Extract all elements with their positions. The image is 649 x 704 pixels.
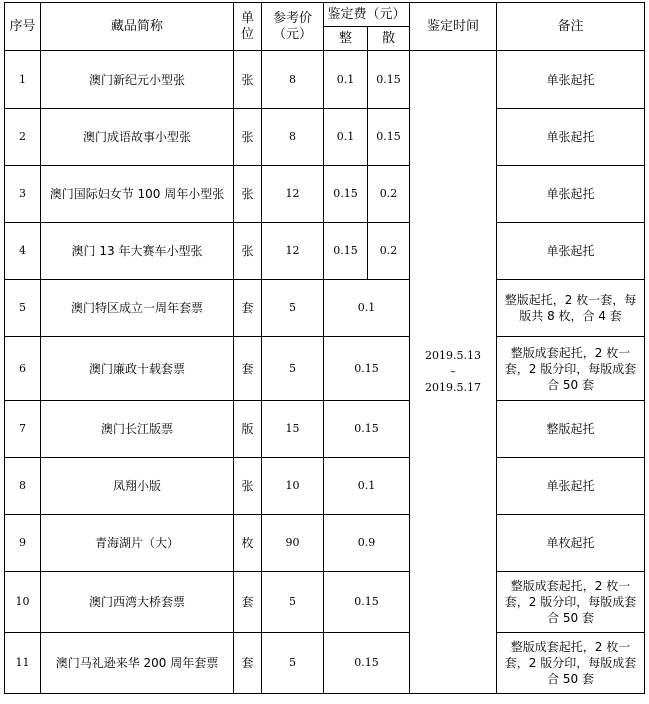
appraisal-time-end: 2019.5.17 [425, 381, 481, 394]
row-note: 整版成套起托，2 枚一套，2 版分印，每版成套合 50 套 [497, 572, 645, 633]
row-fee-whole: 0.15 [324, 223, 368, 280]
header-note: 备注 [497, 3, 645, 51]
row-note: 单张起托 [497, 458, 645, 515]
table-row [5, 51, 645, 109]
row-seq: 2 [5, 109, 41, 166]
row-unit: 张 [234, 51, 262, 109]
row-seq: 3 [5, 166, 41, 223]
row-fee: 0.15 [324, 572, 410, 633]
row-note: 整版成套起托，2 枚一套，2 版分印，每版成套合 50 套 [497, 337, 645, 401]
row-fee-whole: 0.15 [324, 166, 368, 223]
row-fee-loose: 0.2 [368, 166, 410, 223]
row-seq: 6 [5, 337, 41, 401]
appraisal-time [410, 51, 497, 694]
row-note: 单张起托 [497, 109, 645, 166]
header-fee-loose: 散 [368, 27, 410, 51]
row-fee: 0.15 [324, 337, 410, 401]
row-note: 整版起托 [497, 401, 645, 458]
row-unit: 套 [234, 633, 262, 694]
row-name: 青海湖片（大） [41, 515, 234, 572]
row-name: 澳门马礼逊来华 200 周年套票 [41, 633, 234, 694]
row-note: 单张起托 [497, 166, 645, 223]
row-price: 5 [262, 633, 324, 694]
table-row [5, 223, 645, 280]
row-fee: 0.1 [324, 458, 410, 515]
row-unit: 枚 [234, 515, 262, 572]
row-name: 凤翔小版 [41, 458, 234, 515]
row-unit: 套 [234, 280, 262, 337]
header-seq: 序号 [5, 3, 41, 51]
table-row [5, 515, 645, 572]
header-fee: 鉴定费（元） [324, 3, 410, 27]
appraisal-table [4, 2, 645, 694]
row-price: 8 [262, 51, 324, 109]
row-name: 澳门成语故事小型张 [41, 109, 234, 166]
row-unit: 版 [234, 401, 262, 458]
row-note: 整版起托，2 枚一套，每版共 8 枚，合 4 套 [497, 280, 645, 337]
row-seq: 1 [5, 51, 41, 109]
table-row [5, 458, 645, 515]
table-row [5, 109, 645, 166]
row-name: 澳门西湾大桥套票 [41, 572, 234, 633]
row-unit: 套 [234, 572, 262, 633]
row-fee: 0.9 [324, 515, 410, 572]
appraisal-time-dash: – [450, 365, 456, 378]
row-fee: 0.15 [324, 633, 410, 694]
row-name: 澳门长江版票 [41, 401, 234, 458]
row-name: 澳门 13 年大赛车小型张 [41, 223, 234, 280]
row-fee: 0.1 [324, 280, 410, 337]
row-unit: 张 [234, 166, 262, 223]
row-price: 8 [262, 109, 324, 166]
row-seq: 4 [5, 223, 41, 280]
table-row [5, 572, 645, 633]
header-fee-whole: 整 [324, 27, 368, 51]
row-seq: 5 [5, 280, 41, 337]
header-price: 参考价（元） [262, 3, 324, 51]
row-fee-whole: 0.1 [324, 109, 368, 166]
row-name: 澳门廉政十载套票 [41, 337, 234, 401]
row-unit: 张 [234, 223, 262, 280]
row-fee-loose: 0.15 [368, 51, 410, 109]
row-unit: 张 [234, 458, 262, 515]
row-price: 12 [262, 223, 324, 280]
row-seq: 7 [5, 401, 41, 458]
table-row [5, 280, 645, 337]
row-seq: 9 [5, 515, 41, 572]
row-price: 90 [262, 515, 324, 572]
row-note: 单枚起托 [497, 515, 645, 572]
row-price: 10 [262, 458, 324, 515]
row-name: 澳门特区成立一周年套票 [41, 280, 234, 337]
row-fee-loose: 0.15 [368, 109, 410, 166]
row-fee-whole: 0.1 [324, 51, 368, 109]
row-note: 单张起托 [497, 223, 645, 280]
row-name: 澳门新纪元小型张 [41, 51, 234, 109]
row-unit: 张 [234, 109, 262, 166]
row-note: 单张起托 [497, 51, 645, 109]
row-price: 15 [262, 401, 324, 458]
table-row [5, 401, 645, 458]
header-unit: 单位 [234, 3, 262, 51]
row-seq: 10 [5, 572, 41, 633]
row-price: 5 [262, 572, 324, 633]
header-name: 藏品简称 [41, 3, 234, 51]
row-fee: 0.15 [324, 401, 410, 458]
row-fee-loose: 0.2 [368, 223, 410, 280]
row-seq: 8 [5, 458, 41, 515]
row-seq: 11 [5, 633, 41, 694]
table-row [5, 166, 645, 223]
table-row [5, 633, 645, 694]
appraisal-time-start: 2019.5.13 [425, 349, 481, 362]
row-price: 5 [262, 280, 324, 337]
row-price: 12 [262, 166, 324, 223]
row-unit: 套 [234, 337, 262, 401]
header-time: 鉴定时间 [410, 3, 497, 51]
table-row [5, 337, 645, 401]
row-note: 整版成套起托，2 枚一套，2 版分印，每版成套合 50 套 [497, 633, 645, 694]
row-price: 5 [262, 337, 324, 401]
row-name: 澳门国际妇女节 100 周年小型张 [41, 166, 234, 223]
